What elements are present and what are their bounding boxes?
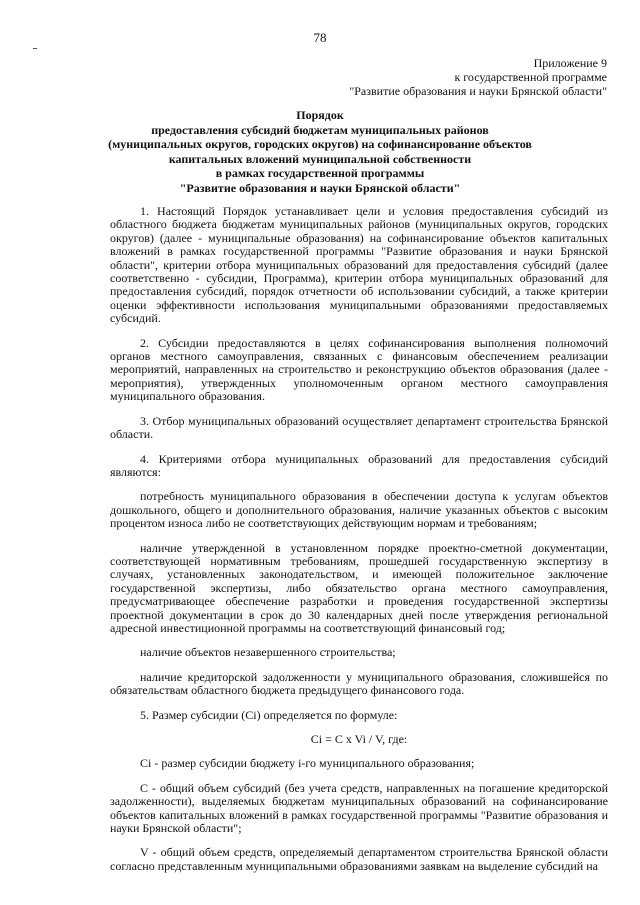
- appendix-line-1: Приложение 9: [533, 56, 607, 70]
- scan-mark: [33, 48, 37, 49]
- page-number: 78: [313, 30, 327, 45]
- title-line-6: "Развитие образования и науки Брянской области": [179, 180, 461, 195]
- title-line-3: (муниципальных округов, городских округов) на софинансирование объектов: [108, 137, 532, 152]
- appendix-line-2: к государственной программе: [454, 70, 607, 84]
- title-line-1: Порядок: [296, 108, 344, 122]
- definition-c: C - общий объем субсидий (без учета средств, направленных на погашение кредиторской задолженности), выделяемых бюджетам муниципальных образований на софинансирование объектов капитальных вложений в рамках государственной программы "Развитие образования и науки Брянской области";: [110, 780, 608, 836]
- title-line-5: в рамках государственной программы: [215, 166, 425, 181]
- paragraph-4-criterion-3: наличие объектов незавершенного строительства;: [140, 645, 396, 660]
- paragraph-3: 3. Отбор муниципальных образований осуществляет департамент строительства Брянской области.: [110, 413, 608, 442]
- paragraph-4-criterion-1: потребность муниципального образования в обеспечении доступа к услугам объектов дошкольного, общего и дополнительного образования, наличие указанных объектов с высоким процентом износа либо не соответствующих действующим нормам и требованиям;: [110, 489, 608, 531]
- paragraph-4-criterion-4: наличие кредиторской задолженности у муниципального образования, сложившейся по обязательствам областного бюджета предыдущего финансового года.: [110, 669, 608, 698]
- document-title: [90, 108, 550, 196]
- document-body: [110, 205, 608, 884]
- paragraph-1: 1. Настоящий Порядок устанавливает цели и условия предоставления субсидий из областного бюджета бюджетам муниципальных районов (муниципальных округов, городских округов) (далее - муниципальные образования) на софинансирование объектов капитальных вложений в рамках государственной программы "Развитие образования и науки Брянской области", критерии отбора муниципальных образований для предоставления субсидий (далее соответственно - субсидии, Программа), критерии отбора муниципальных образований для предоставления субсидий, порядок отчетности об использовании субсидий, а также критерии оценки эффективности использования муниципальными образованиями предоставляемых субсидий.: [110, 204, 608, 326]
- paragraph-5: 5. Размер субсидии (Ci) определяется по формуле:: [140, 707, 398, 722]
- definition-ci: Ci - размер субсидии бюджету i-го муниципального образования;: [140, 756, 475, 771]
- subsidy-formula: Ci = C x Vi / V, где:: [310, 732, 408, 746]
- appendix-line-3: "Развитие образования и науки Брянской области": [349, 84, 607, 98]
- paragraph-4-criterion-2: наличие утвержденной в установленном порядке проектно-сметной документации, соответствующей нормативным требованиям, прошедшей государственную экспертизу в случаях, установленных законодательством, и имеющей положительное заключение государственной экспертизы, либо обязательство органа местного самоуправления, предусматривающее обеспечение разработки и проведения государственной экспертизы проектной документации в срок до 30 календарных дней после утверждения региональной адресной инвестиционной программы на соответствующий финансовый год;: [110, 540, 608, 635]
- appendix-header: [349, 56, 607, 98]
- title-line-2: предоставления субсидий бюджетам муниципальных районов: [151, 122, 489, 137]
- paragraph-4: 4. Критериями отбора муниципальных образований для предоставления субсидий являются:: [110, 451, 608, 479]
- definition-v: V - общий объем средств, определяемый департаментом строительства Брянской области согласно представленным муниципальными образованиями заявкам на выделение субсидий на: [110, 845, 608, 873]
- paragraph-2: 2. Субсидии предоставляются в целях софинансирования выполнения полномочий органов местного самоуправления, связанных с финансовым обеспечением реализации мероприятий, направленных на строительство и реконструкцию объектов образования (далее - мероприятия), утвержденных уполномоченным органом местного самоуправления муниципального образования.: [110, 335, 608, 404]
- title-line-4: капитальных вложений муниципальной собственности: [168, 151, 472, 166]
